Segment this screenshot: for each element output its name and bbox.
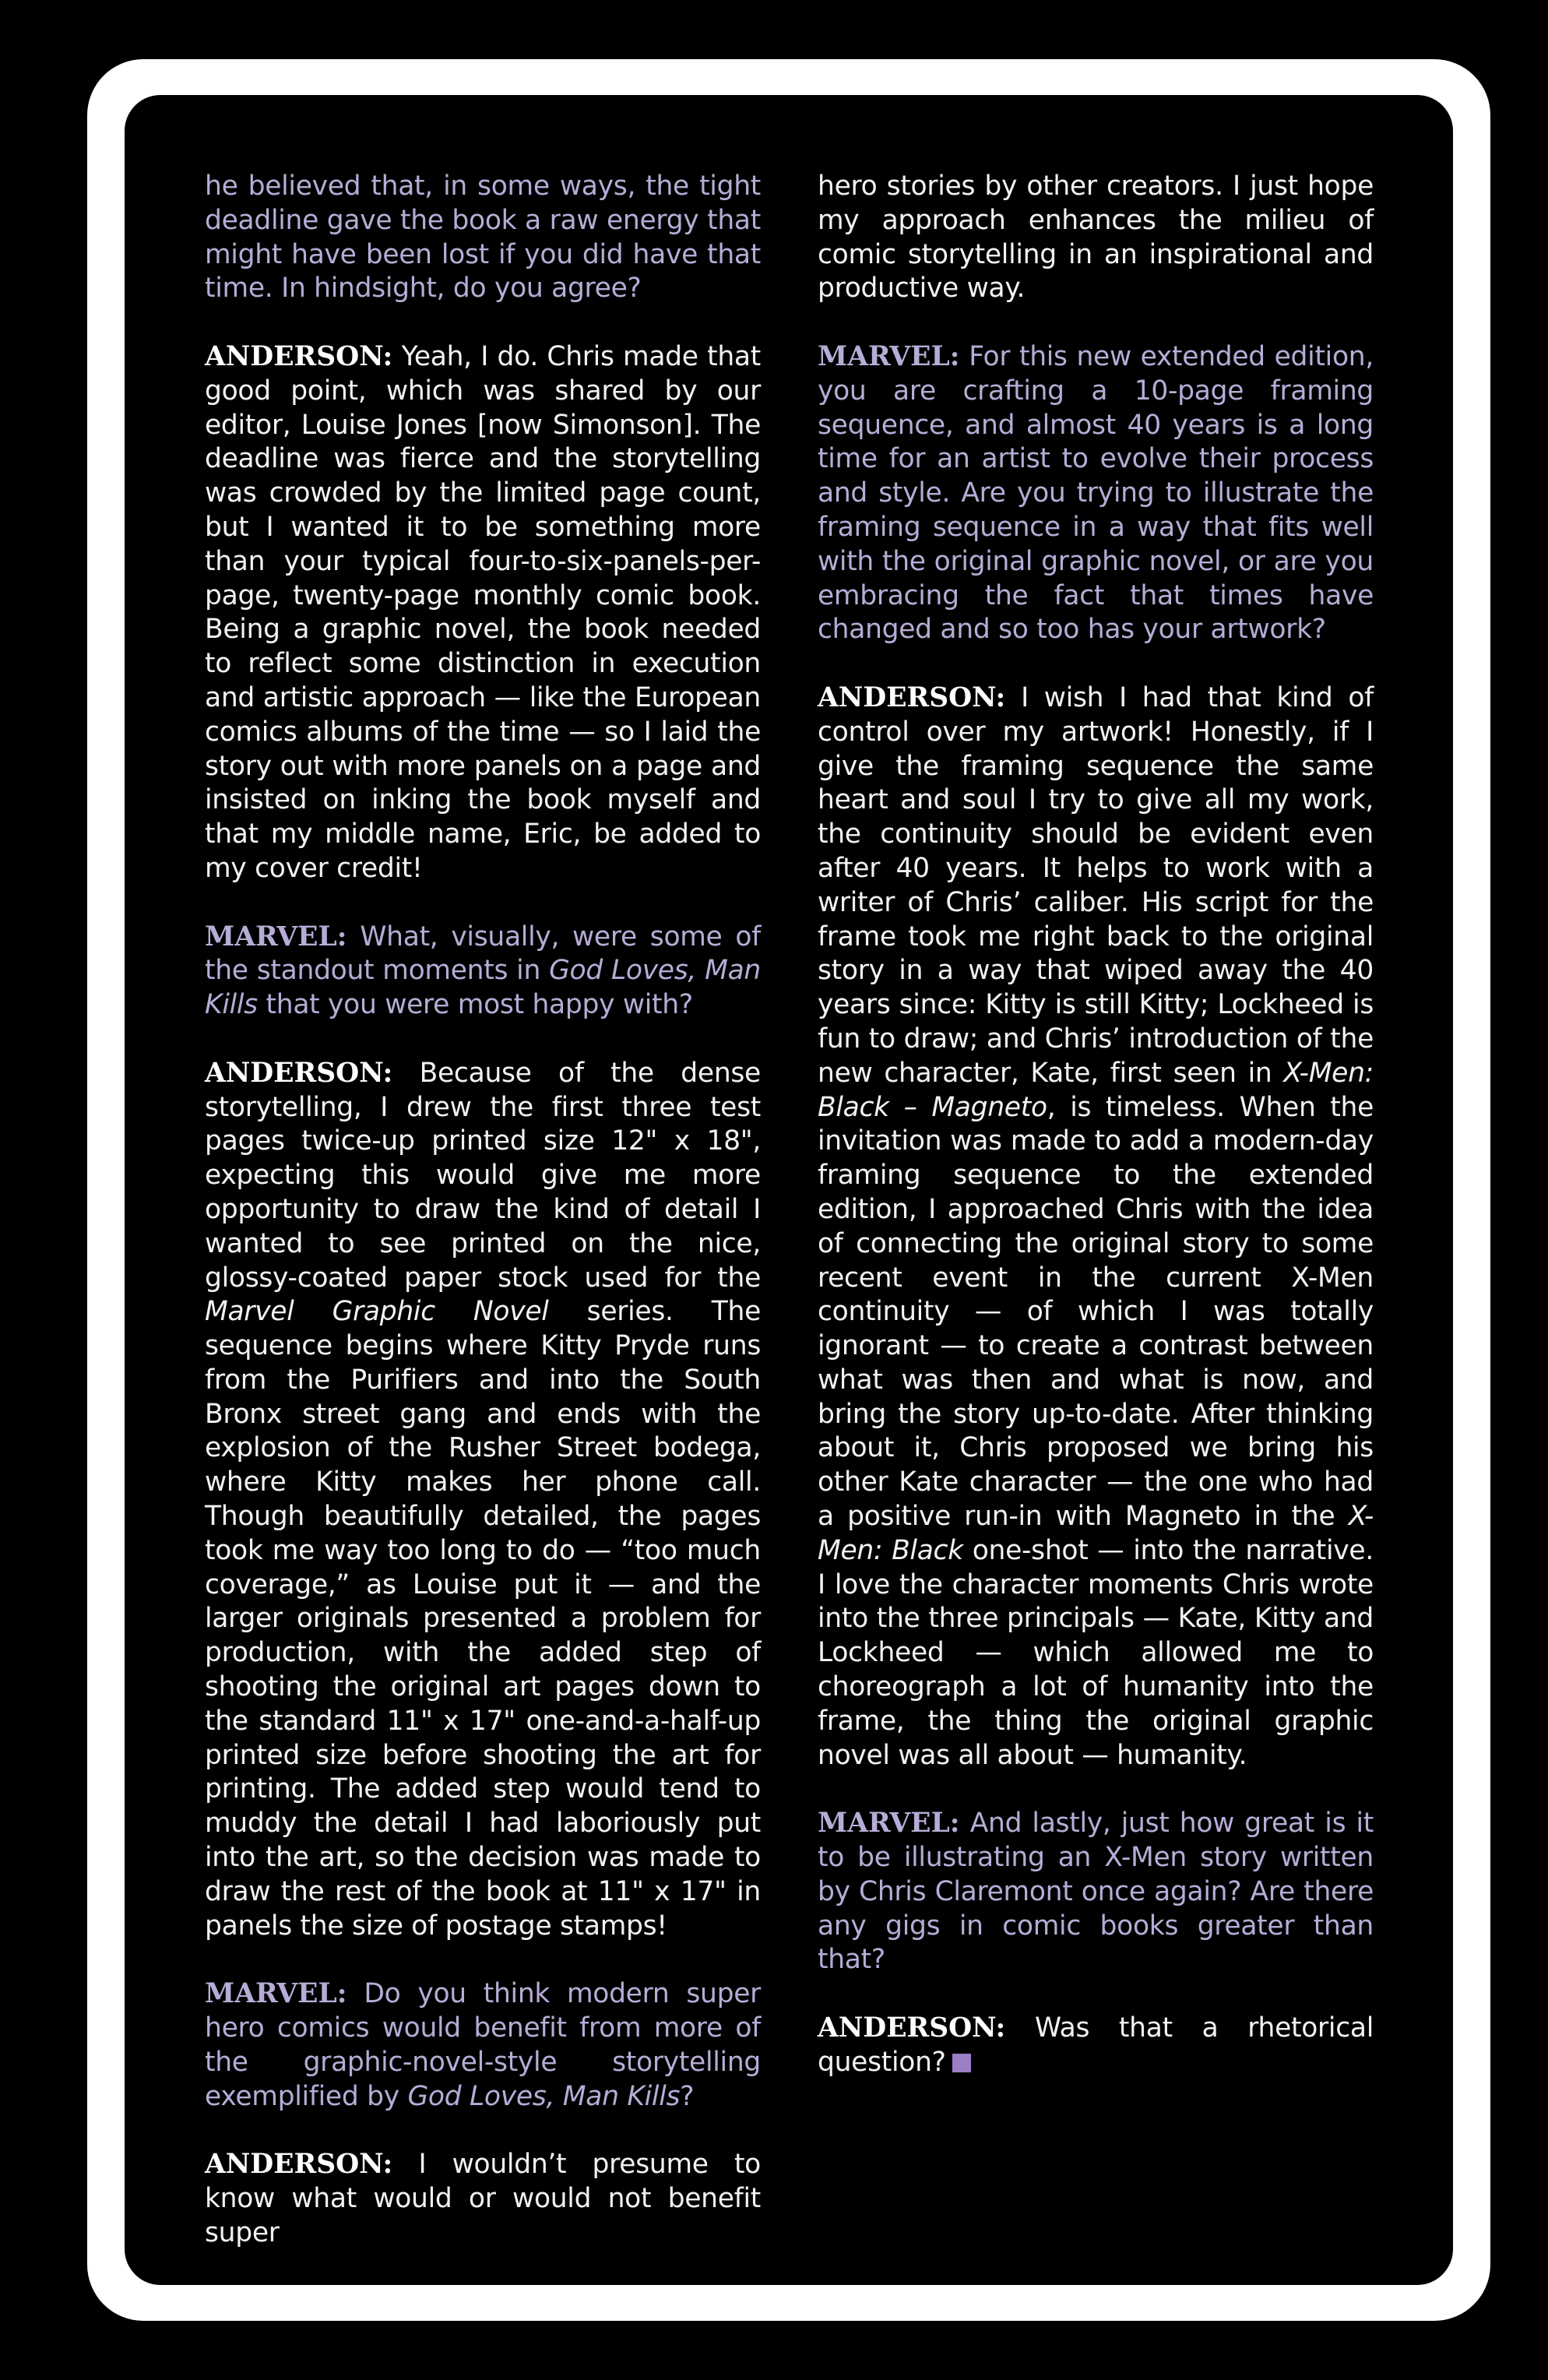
answer-paragraph bbox=[205, 2148, 761, 2250]
speaker-label: ANDERSON: bbox=[205, 2149, 393, 2181]
speaker-label: ANDERSON: bbox=[818, 2012, 1006, 2044]
paragraph-text: Do you think modern super hero comics would benefit from more of the graphic-novel-style storytelling exemplified by bbox=[205, 1978, 761, 2112]
answer-continued bbox=[818, 170, 1374, 306]
speaker-label: MARVEL: bbox=[818, 340, 960, 372]
question-paragraph bbox=[205, 1977, 761, 2114]
book-title: God Loves, Man Kills bbox=[205, 955, 761, 1021]
question-paragraph bbox=[818, 340, 1374, 647]
book-title: X-Men: Black bbox=[818, 1501, 1374, 1566]
answer-paragraph bbox=[818, 681, 1374, 1773]
paragraph-text: I wish I had that kind of control over my artwork! Honestly, if I give the framing sequence the same heart and soul I try to give all my work, the continuity should be evident even after 40 years. It helps to work with a writer of Chris’ caliber. His script for the frame took me right back to the original story in a way that wiped away the 40 years since: Kitty is still Kitty; Lockheed is fun to draw; and Chris’ introduction of the new character, Kate, first seen in bbox=[818, 681, 1374, 1089]
paragraph-text: one-shot — into the narrative. I love the character moments Chris wrote into the three principals — Kate, Kitty and Lockheed — which allowed me to choreograph a lot of humanity into the frame, the thing the original graphic novel was all about — humanity. bbox=[818, 1534, 1374, 1771]
speaker-label: ANDERSON: bbox=[205, 1057, 393, 1089]
paragraph-text: And lastly, just how great is it to be illustrating an X-Men story written by Chris Claremont once again? Are there any gigs in comic books greater than that? bbox=[818, 1808, 1374, 1976]
paragraph-text: I wouldn’t presume to know what would or would not benefit super bbox=[205, 2149, 761, 2248]
paragraph-text: Because of the dense storytelling, I drew the first three test pages twice-up printed size 12" x 18", expecting this would give me more opportunity to draw the kind of detail I wanted to see printed on the nice, glossy-coated paper stock used for the bbox=[205, 1057, 761, 1294]
paragraph-text: ? bbox=[680, 2080, 695, 2112]
paragraph-text: Was that a rhetorical question? bbox=[818, 2012, 1374, 2078]
question-continued bbox=[205, 170, 761, 306]
book-title: God Loves, Man Kills bbox=[407, 2080, 681, 2112]
answer-paragraph bbox=[818, 2012, 1374, 2080]
question-paragraph bbox=[205, 921, 761, 1023]
paragraph-text: series. The sequence begins where Kitty Pryde runs from the Purifiers and into the South Bronx street gang and ends with the explosion of the Rusher Street bodega, where Kitty makes her phone call. Though beautifully detailed, the pages took me way too long to do — “too much coverage,” as Louise put it — and the larger originals presented a problem for production, with the added step of shooting the original art pages down to the standard 11" x 17" one-and-a-half-up printed size before shooting the art for printing. The added step would tend to muddy the detail I had laboriously put into the art, so the decision was made to draw the rest of the book at 11" x 17" in panels the size of postage stamps! bbox=[205, 1296, 762, 1942]
paragraph-text: , is timeless. When the invitation was made to add a modern-day framing sequence to the extended edition, I approached Chris with the idea of connecting the original story to some recent event in the current X-Men continuity — of which I was totally ignorant — to create a contrast between what was then and what is now, and bring the story up-to-date. After thinking about it, Chris proposed we bring his other Kate character — the one who had a positive run-in with Magneto in the bbox=[818, 1091, 1374, 1533]
right-column bbox=[818, 170, 1374, 2114]
answer-paragraph bbox=[205, 1057, 761, 1944]
paragraph-text: that you were most happy with? bbox=[266, 989, 693, 1021]
speaker-label: MARVEL: bbox=[818, 1808, 960, 1840]
book-title: Marvel Graphic Novel bbox=[205, 1296, 549, 1328]
answer-paragraph bbox=[205, 340, 761, 886]
paragraph-text: he believed that, in some ways, the tight deadline gave the book a raw energy that might have been lost if you did have that time. In hindsight, do you agree? bbox=[205, 171, 761, 305]
speaker-label: ANDERSON: bbox=[818, 681, 1006, 713]
paragraph-text: For this new extended edition, you are crafting a 10-page framing sequence, and almost 40 years is a long time for an artist to evolve their process and style. Are you trying to illustrate the framing sequence in a way that fits well with the original graphic novel, or are you embracing the fact that times have changed and so too has your artwork? bbox=[818, 340, 1374, 646]
paragraph-text: Yeah, I do. Chris made that good point, which was shared by our editor, Louise Jones [now Simonson]. The deadline was fierce and the storytelling was crowded by the limited page count, but I wanted it to be something more than your typical four-to-six-panels-per-page, twenty-page monthly comic book. Being a graphic novel, the book needed to reflect some distinction in execution and artistic approach — like the European comics albums of the time — so I laid the story out with more panels on a page and insisted on inking the book myself and that my middle name, Eric, be added to my cover credit! bbox=[205, 340, 761, 884]
paragraph-text: hero stories by other creators. I just hope my approach enhances the milieu of comic storytelling in an inspirational and productive way. bbox=[818, 171, 1374, 305]
book-title: X-Men: Black – Magneto bbox=[818, 1057, 1374, 1123]
speaker-label: ANDERSON: bbox=[205, 340, 393, 372]
speaker-label: MARVEL: bbox=[205, 1978, 347, 2010]
speaker-label: MARVEL: bbox=[205, 921, 347, 952]
end-mark-icon bbox=[952, 2054, 971, 2072]
question-paragraph bbox=[818, 1807, 1374, 1977]
paragraph-text: What, visually, were some of the standout moments in bbox=[205, 921, 761, 987]
left-column bbox=[205, 170, 761, 2284]
